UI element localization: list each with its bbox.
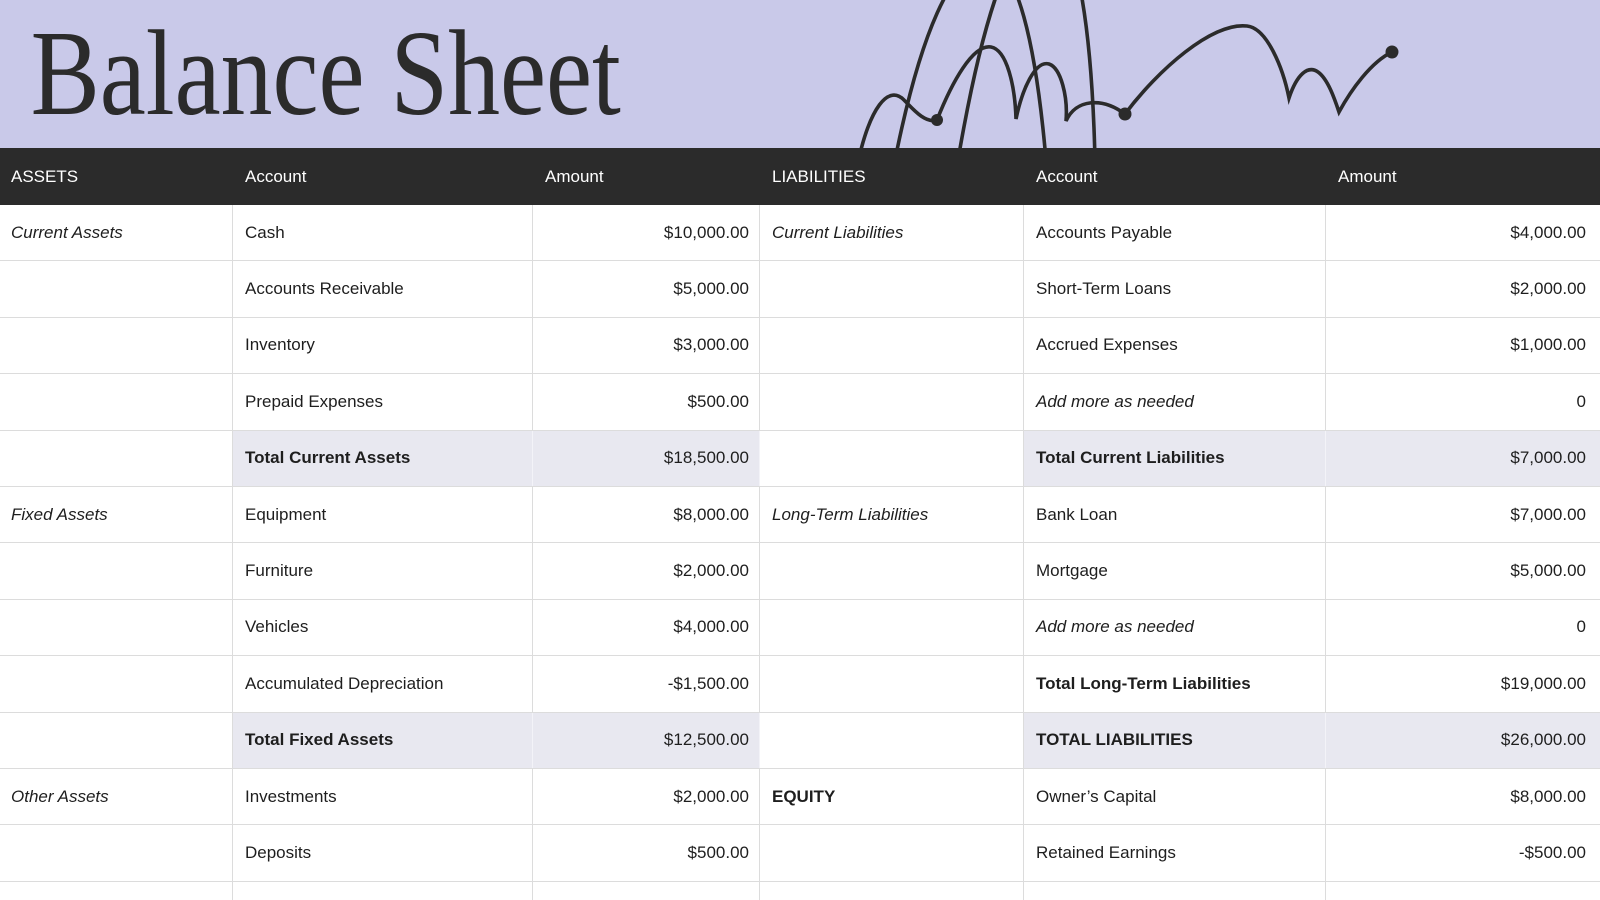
asset-category-cell	[0, 543, 233, 598]
asset-amount-cell: $3,000.00	[533, 318, 760, 373]
liability-amount-cell: $26,000.00	[1326, 713, 1600, 768]
table-row	[0, 656, 1600, 712]
asset-amount-cell: $2,000.00	[533, 769, 760, 824]
table-header-row	[0, 148, 1600, 205]
header-liability-amount: Amount	[1338, 166, 1397, 186]
table-row-partial	[0, 882, 1600, 900]
header-assets: ASSETS	[11, 166, 79, 186]
asset-account-cell: Equipment	[233, 487, 533, 542]
table-row	[0, 487, 1600, 543]
asset-account-cell: Furniture	[233, 543, 533, 598]
liability-category-cell	[760, 431, 1024, 486]
table-row-total	[0, 713, 1600, 769]
asset-category-cell: Other Assets	[0, 769, 233, 824]
liability-amount-cell: $1,000.00	[1510, 335, 1586, 355]
table-row	[0, 205, 1600, 261]
liability-amount-cell: $19,000.00	[1500, 673, 1586, 693]
asset-category-cell	[0, 431, 233, 486]
asset-account-cell: Investments	[233, 769, 533, 824]
liability-amount-cell: $5,000.00	[1510, 561, 1586, 581]
asset-amount-cell: $500.00	[533, 374, 760, 429]
asset-account-cell: Vehicles	[233, 600, 533, 655]
liability-account-cell: Accounts Payable	[1024, 205, 1326, 260]
liability-category-cell: Long-Term Liabilities	[760, 487, 1024, 542]
asset-account-cell: Deposits	[233, 825, 533, 880]
liability-category-cell	[760, 882, 1024, 900]
asset-category-cell	[0, 374, 233, 429]
liability-account-cell: Retained Earnings	[1024, 825, 1326, 880]
asset-amount-cell: $4,000.00	[533, 600, 760, 655]
liability-category-cell	[760, 656, 1024, 711]
asset-amount-cell	[533, 882, 760, 900]
asset-amount-cell: $12,500.00	[533, 713, 760, 768]
asset-category-cell	[0, 713, 233, 768]
liability-amount-cell: $8,000.00	[1510, 786, 1586, 806]
liability-category-cell	[760, 543, 1024, 598]
table-row	[0, 374, 1600, 430]
liability-account-cell: Total Long-Term Liabilities	[1024, 656, 1326, 711]
table-row	[0, 825, 1600, 881]
asset-category-cell: Current Assets	[0, 205, 233, 260]
liability-category-cell	[760, 825, 1024, 880]
asset-category-cell	[0, 318, 233, 373]
liability-account-cell: Total Current Liabilities	[1024, 431, 1326, 486]
liability-account-cell	[1024, 882, 1326, 900]
table-row-total	[0, 431, 1600, 487]
table-row	[0, 261, 1600, 317]
liability-amount-cell: $7,000.00	[1510, 504, 1586, 524]
table-row	[0, 318, 1600, 374]
asset-account-cell: Inventory	[233, 318, 533, 373]
header-liability-account: Account	[1036, 166, 1098, 186]
liability-amount-cell: $7,000.00	[1326, 431, 1600, 486]
asset-category-cell	[0, 825, 233, 880]
asset-category-cell	[0, 600, 233, 655]
asset-account-cell: Total Current Assets	[233, 431, 533, 486]
asset-account-cell: Cash	[233, 205, 533, 260]
liability-amount-cell: -$500.00	[1518, 842, 1586, 862]
liability-account-cell: Accrued Expenses	[1024, 318, 1326, 373]
table-row	[0, 543, 1600, 599]
asset-account-cell: Prepaid Expenses	[233, 374, 533, 429]
header-asset-amount: Amount	[545, 166, 604, 186]
asset-account-cell: Accounts Receivable	[233, 261, 533, 316]
asset-amount-cell: $10,000.00	[533, 205, 760, 260]
asset-amount-cell: $500.00	[533, 825, 760, 880]
liability-amount-cell	[1326, 882, 1600, 900]
liability-account-cell: Bank Loan	[1024, 487, 1326, 542]
asset-category-cell	[0, 656, 233, 711]
liability-account-cell: TOTAL LIABILITIES	[1024, 713, 1326, 768]
page-title: Balance Sheet	[30, 6, 621, 141]
liability-category-cell	[760, 318, 1024, 373]
liability-amount-cell: 0	[1576, 617, 1586, 637]
liability-category-cell	[760, 374, 1024, 429]
asset-amount-cell: $8,000.00	[533, 487, 760, 542]
liability-category-cell: Current Liabilities	[760, 205, 1024, 260]
header-asset-account: Account	[245, 166, 307, 186]
liability-category-cell	[760, 261, 1024, 316]
asset-amount-cell: $2,000.00	[533, 543, 760, 598]
title-banner	[0, 0, 1600, 148]
asset-amount-cell: $5,000.00	[533, 261, 760, 316]
liability-account-cell: Add more as needed	[1024, 600, 1326, 655]
liability-amount-cell: 0	[1576, 391, 1586, 411]
liability-category-cell	[760, 713, 1024, 768]
header-liabilities: LIABILITIES	[772, 166, 866, 186]
liability-amount-cell: $2,000.00	[1510, 279, 1586, 299]
asset-account-cell: Accumulated Depreciation	[233, 656, 533, 711]
asset-category-cell	[0, 261, 233, 316]
liability-category-cell: EQUITY	[760, 769, 1024, 824]
asset-category-cell	[0, 882, 233, 900]
table-row	[0, 769, 1600, 825]
liability-account-cell: Owner’s Capital	[1024, 769, 1326, 824]
liability-amount-cell: $4,000.00	[1510, 222, 1586, 242]
liability-account-cell: Mortgage	[1024, 543, 1326, 598]
table-row	[0, 600, 1600, 656]
liability-account-cell: Short-Term Loans	[1024, 261, 1326, 316]
liability-category-cell	[760, 600, 1024, 655]
asset-account-cell	[233, 882, 533, 900]
liability-account-cell: Add more as needed	[1024, 374, 1326, 429]
asset-account-cell: Total Fixed Assets	[233, 713, 533, 768]
asset-category-cell: Fixed Assets	[0, 487, 233, 542]
growth-scribble-doodle-icon	[840, 0, 1410, 148]
asset-amount-cell: $18,500.00	[533, 431, 760, 486]
asset-amount-cell: -$1,500.00	[533, 656, 760, 711]
